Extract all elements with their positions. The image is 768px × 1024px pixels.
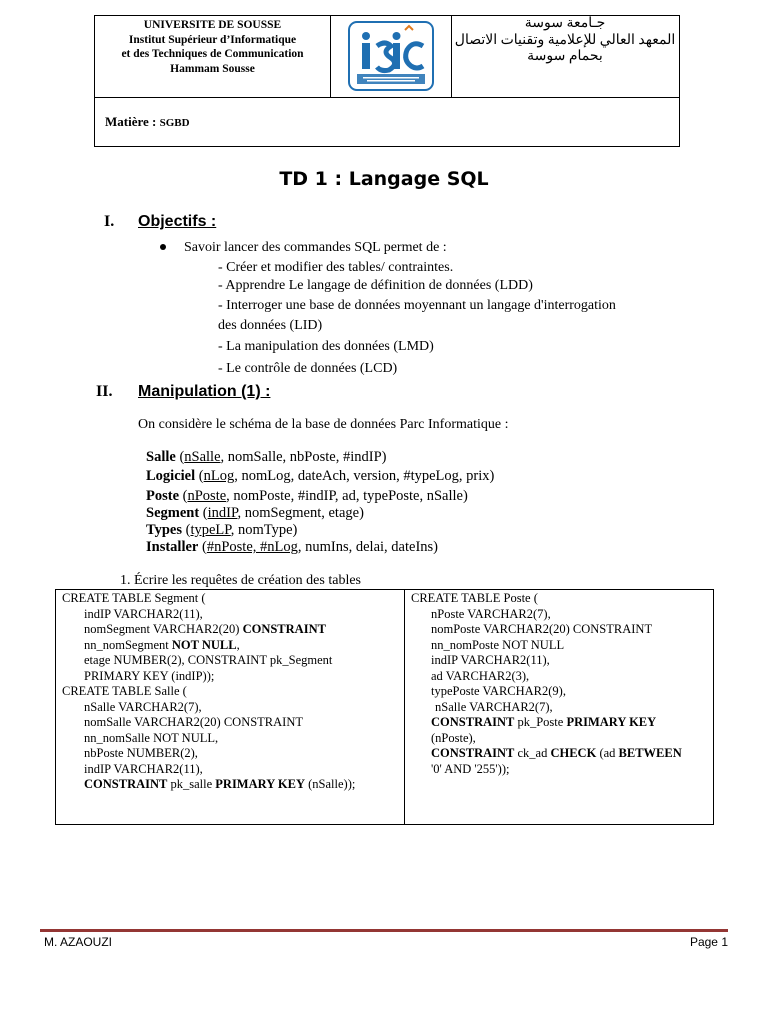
arabic-line: بحمام سوسة (527, 49, 603, 64)
section-1-title: Objectifs : (138, 213, 217, 230)
university-line: Institut Supérieur d’Informatique (128, 33, 297, 46)
subject-label (105, 114, 190, 130)
code-right-column: CREATE TABLE Poste ( nPoste VARCHAR2(7), nomPoste VARCHAR2(20) CONSTRAINT nn_nomPoste NOT NULL indIP VARCHAR2(11), ad VARCHAR2(3), typePoste VARCHAR2(9), nSalle VARCHAR2(7), CONSTRAINT pk_Poste PRIMARY KEY (nPoste), CONSTRAINT ck_ad CHECK (ad BETWEEN '0' AND '255')); (411, 591, 682, 776)
schema-relation: Logiciel (nLog, nomLog, dateAch, version, #typeLog, prix) (146, 468, 495, 484)
page-title: TD 1 : Langage SQL (279, 168, 489, 190)
isitcom-logo (331, 16, 451, 97)
objective-item: - Le contrôle de données (LCD) (218, 361, 398, 376)
arabic-line: جـامعة سوسة (524, 16, 606, 31)
header-top-row (95, 16, 679, 98)
schema-relation: Poste (nPoste, nomPoste, #indIP, ad, typePoste, nSalle) (146, 488, 468, 504)
footer-page-number: Page 1 (689, 935, 728, 949)
section-2-title: Manipulation (1) : (138, 383, 271, 400)
footer-rule (40, 929, 728, 932)
code-left-column: CREATE TABLE Segment ( indIP VARCHAR2(11), nomSegment VARCHAR2(20) CONSTRAINT nn_nomSegment NOT NULL, etage NUMBER(2), CONSTRAINT pk_Segment PRIMARY KEY (indIP)); CREATE TABLE Salle ( nSalle VARCHAR2(7), nomSalle VARCHAR2(20) CONSTRAINT nn_nomSalle NOT NULL, nbPoste NUMBER(2), indIP VARCHAR2(11), CONSTRAINT pk_salle PRIMARY KEY (nSalle)); (62, 591, 356, 791)
schema-relation: Installer (#nPoste, #nLog, numIns, delai, dateIns) (146, 539, 438, 555)
objective-item: - Créer et modifier des tables/ contraintes. (218, 260, 454, 275)
objective-item: - La manipulation des données (LMD) (218, 339, 434, 354)
bullet-text: Savoir lancer des commandes SQL permet de : (184, 240, 447, 255)
schema-relation: Segment (indIP, nomSegment, etage) (146, 505, 364, 521)
objective-item-continuation: des données (LID) (218, 318, 323, 333)
header-table (94, 15, 680, 147)
matiere-value: SGBD (159, 117, 190, 129)
arabic-block (451, 16, 679, 97)
matiere-label: Matière : (105, 114, 157, 129)
arabic-line: المعهد العالي للإعلامية وتقنيات الاتصال (454, 32, 676, 48)
footer-author: M. AZAOUZI (44, 935, 113, 949)
logo-cell (331, 16, 452, 97)
objective-item: - Apprendre Le langage de définition de données (LDD) (218, 278, 533, 293)
sql-code-table (55, 589, 714, 825)
schema-intro: On considère le schéma de la base de données Parc Informatique : (138, 417, 509, 432)
header-subject-row (95, 97, 679, 147)
university-block (95, 16, 331, 97)
university-line: UNIVERSITE DE SOUSSE (143, 19, 282, 31)
university-line: et des Techniques de Communication (121, 48, 304, 60)
schema-relation: Types (typeLP, nomType) (146, 522, 298, 538)
section-2-number: II. (96, 383, 113, 400)
university-line: Hammam Sousse (170, 62, 255, 75)
question-1: 1. Écrire les requêtes de création des tables (120, 573, 362, 588)
objective-item: - Interroger une base de données moyennant un langage d'interrogation (218, 298, 616, 313)
code-column-divider (404, 590, 405, 824)
schema-relation: Salle (nSalle, nomSalle, nbPoste, #indIP) (146, 449, 387, 465)
bullet-dot (160, 244, 166, 250)
section-1-number: I. (104, 213, 115, 230)
